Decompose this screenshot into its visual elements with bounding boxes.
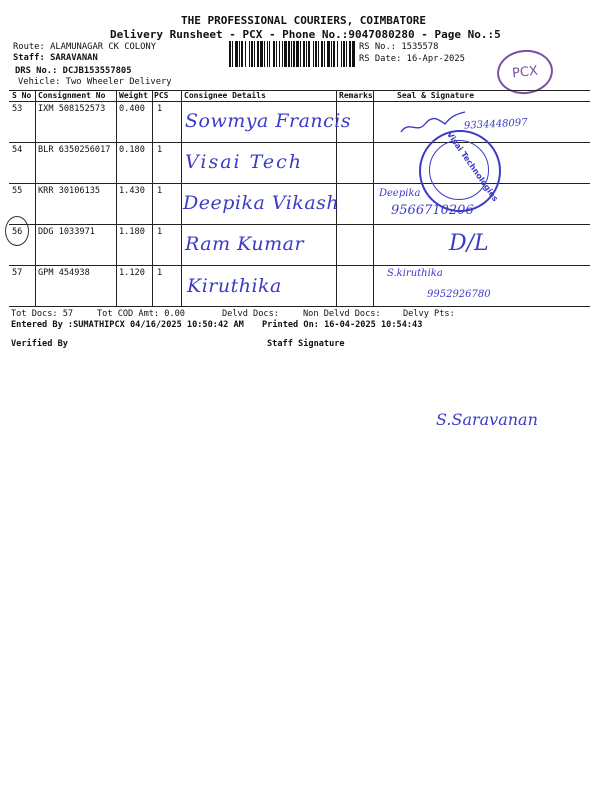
table-row-weight: 1.120	[119, 268, 145, 278]
runsheet-title: Delivery Runsheet - PCX - Phone No.:9047080280 - Page No.:5	[110, 28, 501, 41]
total-cod-amount: Tot COD Amt: 0.00	[97, 309, 185, 319]
table-row-sno: 53	[12, 104, 23, 114]
route-label: Route: ALAMUNAGAR CK COLONY	[13, 42, 156, 52]
table-row-pcs: 1	[157, 186, 163, 196]
table-row-sno: 55	[12, 186, 23, 196]
signature-row55-name: Deepika	[379, 188, 421, 199]
table-row-sno: 54	[12, 145, 23, 155]
barcode-bar	[260, 41, 263, 67]
barcode-bar	[343, 41, 345, 67]
seal-text: Visai Technologies	[444, 129, 500, 204]
table-row-weight: 1.430	[119, 186, 145, 196]
table-row-consignment: GPM 454938	[38, 268, 90, 278]
barcode-bar	[331, 41, 332, 67]
barcode-bar	[341, 41, 342, 67]
barcode-bar	[269, 41, 270, 67]
barcode-bar	[300, 41, 301, 67]
table-row-weight: 0.400	[119, 104, 145, 114]
signature-row57-name: S.kiruthika	[387, 268, 443, 279]
consignee-handwriting: Kiruthika	[187, 275, 282, 297]
barcode-bar	[324, 41, 325, 67]
consignee-handwriting: Visai Tech	[185, 151, 303, 173]
barcode-bar	[232, 41, 233, 67]
barcode-bar	[306, 41, 307, 67]
barcode-bar	[288, 41, 290, 67]
barcode-bar	[279, 41, 280, 67]
staff-handwritten-signature: S.Saravanan	[436, 410, 538, 429]
table-row-pcs: 1	[157, 268, 163, 278]
total-docs: Tot Docs: 57	[11, 309, 74, 319]
col-header-pcs: PCS	[154, 91, 169, 100]
signature-row53: 9334448097	[463, 117, 528, 132]
barcode-bar	[235, 41, 238, 67]
verified-by-label: Verified By	[11, 339, 68, 349]
delivered-docs: Delvd Docs:	[222, 309, 279, 319]
staff-signature-label: Staff Signature	[267, 339, 345, 349]
barcode-bar	[264, 41, 265, 67]
table-row-pcs: 1	[157, 104, 163, 114]
barcode-bar	[308, 41, 310, 67]
barcode-bar	[273, 41, 275, 67]
table-row-weight: 1.180	[119, 227, 145, 237]
drs-number: DRS No.: DCJB153557805	[15, 66, 132, 76]
barcode-bar	[293, 41, 295, 67]
barcode-image	[229, 41, 355, 67]
barcode-bar	[282, 41, 283, 67]
pcx-stamp-text: PCX	[511, 63, 539, 81]
barcode-bar	[352, 41, 355, 67]
barcode-bar	[291, 41, 292, 67]
signature-row56: D/L	[449, 231, 489, 256]
barcode-bar	[241, 41, 243, 67]
barcode-bar	[296, 41, 299, 67]
barcode-bar	[303, 41, 305, 67]
barcode-bar	[239, 41, 240, 67]
signature-row57-phone: 9952926780	[427, 289, 491, 300]
table-row-consignment: BLR 6350256017	[38, 145, 111, 155]
barcode-bar	[284, 41, 287, 67]
col-header-consignment: Consignment No	[38, 91, 106, 100]
barcode-bar	[327, 41, 330, 67]
barcode-bar	[321, 41, 323, 67]
consignee-handwriting: Deepika Vikash	[183, 192, 340, 214]
table-row-pcs: 1	[157, 227, 163, 237]
barcode-bar	[249, 41, 250, 67]
table-row-consignment: KRR 30106135	[38, 186, 101, 196]
rs-date: RS Date: 16-Apr-2025	[359, 54, 465, 64]
staff-label: Staff: SARAVANAN	[13, 53, 98, 63]
col-header-weight: Weight	[119, 91, 148, 100]
barcode-bar	[254, 41, 255, 67]
consignee-handwriting: Sowmya Francis	[185, 110, 352, 132]
barcode-bar	[318, 41, 319, 67]
barcode-bar	[229, 41, 231, 67]
runsheet-table	[9, 90, 590, 306]
printed-on: Printed On: 16-04-2025 10:54:43	[262, 320, 423, 330]
table-row-sno: 57	[12, 268, 23, 278]
signature-row55-phone: 9566710206	[391, 203, 474, 218]
col-header-seal-signature: Seal & Signature	[397, 91, 475, 100]
col-header-remarks: Remarks	[339, 91, 373, 100]
row56-circle-mark	[5, 216, 29, 246]
entered-by: Entered By :SUMATHIPCX 04/16/2025 10:50:42 AM	[11, 320, 244, 330]
col-header-sno: S No	[12, 91, 32, 100]
non-delivered-docs: Non Delvd Docs:	[303, 309, 381, 319]
table-row-consignment: DDG 1033971	[38, 227, 95, 237]
barcode-bar	[315, 41, 317, 67]
table-row-consignment: IXM 508152573	[38, 104, 106, 114]
barcode-bar	[276, 41, 277, 67]
table-row-weight: 0.180	[119, 145, 145, 155]
barcode-bar	[257, 41, 259, 67]
barcode-bar	[333, 41, 335, 67]
barcode-bar	[313, 41, 314, 67]
consignee-handwriting: Ram Kumar	[185, 233, 305, 255]
barcode-bar	[267, 41, 268, 67]
company-title: THE PROFESSIONAL COURIERS, COIMBATORE	[181, 14, 427, 27]
barcode-bar	[337, 41, 338, 67]
table-row-sno: 56	[12, 227, 23, 237]
barcode-bar	[251, 41, 253, 67]
company-seal-stamp	[419, 130, 501, 212]
barcode-bar	[346, 41, 347, 67]
col-header-consignee: Consignee Details	[184, 91, 266, 100]
vehicle-label: Vehicle: Two Wheeler Delivery	[18, 77, 172, 87]
table-row-pcs: 1	[157, 145, 163, 155]
barcode-bar	[349, 41, 351, 67]
barcode-bar	[245, 41, 246, 67]
delivery-points: Delvy Pts:	[403, 309, 455, 319]
rs-number: RS No.: 1535578	[359, 42, 439, 52]
